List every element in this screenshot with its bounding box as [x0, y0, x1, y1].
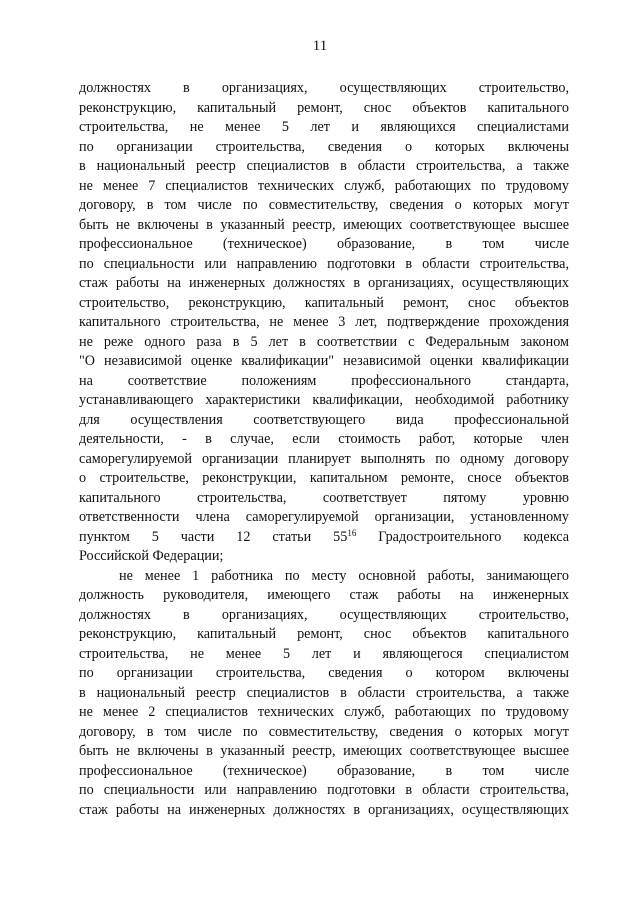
text-line: в национальный реестр специалистов в области строительства, а также	[79, 684, 569, 701]
footnote-superscript: 16	[347, 527, 357, 538]
text-line: ответственности члена саморегулируемой организации, установленному	[79, 509, 569, 525]
text-line: реконструкцию, капитальный ремонт, снос объектов капитального	[79, 626, 569, 642]
text-line: строительства, не менее 5 лет и являющегося специалистом	[79, 645, 569, 662]
text-line: стаж работы на инженерных должностях в организациях, осуществляющих	[79, 801, 569, 818]
text-line: "О независимой оценке квалификации" независимой оценки квалификации	[79, 353, 569, 369]
text-line: не менее 2 специалистов технических служб, работающих по трудовому	[79, 704, 569, 720]
text-line: реконструкцию, капитальный ремонт, снос объектов капитального	[79, 99, 569, 116]
text-line: Российской Федерации;	[79, 548, 224, 564]
document-body	[79, 79, 569, 820]
text-line: о строительстве, реконструкции, капитальном ремонте, сносе объектов	[79, 470, 569, 486]
text-line: быть не включены в указанный реестр, имеющих соответствующее высшее	[79, 216, 569, 233]
page-number: 11	[312, 38, 328, 54]
text-fragment: Градостроительного кодекса	[356, 528, 569, 545]
text-line: должностях в организациях, осуществляющих строительство,	[79, 606, 569, 623]
text-line: по организации строительства, сведения о которых включены	[79, 138, 569, 155]
text-line: строительства, не менее 5 лет и являющихся специалистами	[79, 119, 569, 135]
text-line: на соответствие положениям профессионального стандарта,	[79, 372, 569, 389]
text-line: быть не включены в указанный реестр, имеющих соответствующее высшее	[79, 743, 569, 759]
text-line: для осуществления соответствующего вида профессиональной	[79, 411, 569, 428]
text-line: договору, в том числе по совместительству, сведения о которых могут	[79, 723, 569, 740]
text-line: профессиональное (техническое) образование, в том числе	[79, 236, 569, 252]
text-line: не менее 7 специалистов технических служб, работающих по трудовому	[79, 177, 569, 194]
text-line: должность руководителя, имеющего стаж работы на инженерных	[79, 587, 569, 603]
text-line: по специальности или направлению подготовки в области строительства,	[79, 255, 569, 272]
text-line: по организации строительства, сведения о котором включены	[79, 665, 569, 681]
text-fragment: пунктом 5 части 12 статьи 55	[79, 528, 348, 545]
text-line: не реже одного раза в 5 лет в соответствии с Федеральным законом	[79, 333, 569, 350]
text-line: деятельности, - в случае, если стоимость работ, которые член	[79, 431, 569, 447]
text-line: саморегулируемой организации планирует выполнять по одному договору	[79, 450, 569, 467]
text-line: устанавливающего характеристики квалификации, необходимой работнику	[79, 392, 569, 408]
text-line: должностях в организациях, осуществляющих строительство,	[79, 80, 569, 96]
text-line: договору, в том числе по совместительству, сведения о которых могут	[79, 197, 569, 213]
text-line	[79, 528, 569, 548]
text-line: профессиональное (техническое) образование, в том числе	[79, 762, 569, 779]
text-line: по специальности или направлению подготовки в области строительства,	[79, 782, 569, 798]
text-line: строительство, реконструкцию, капитальный ремонт, снос объектов	[79, 294, 569, 311]
text-line: в национальный реестр специалистов в области строительства, а также	[79, 158, 569, 174]
text-line: стаж работы на инженерных должностях в организациях, осуществляющих	[79, 275, 569, 291]
text-line: не менее 1 работника по месту основной работы, занимающего	[119, 567, 569, 584]
text-line: капитального строительства, соответствует пятому уровню	[79, 489, 569, 506]
text-line: капитального строительства, не менее 3 лет, подтверждение прохождения	[79, 314, 569, 330]
